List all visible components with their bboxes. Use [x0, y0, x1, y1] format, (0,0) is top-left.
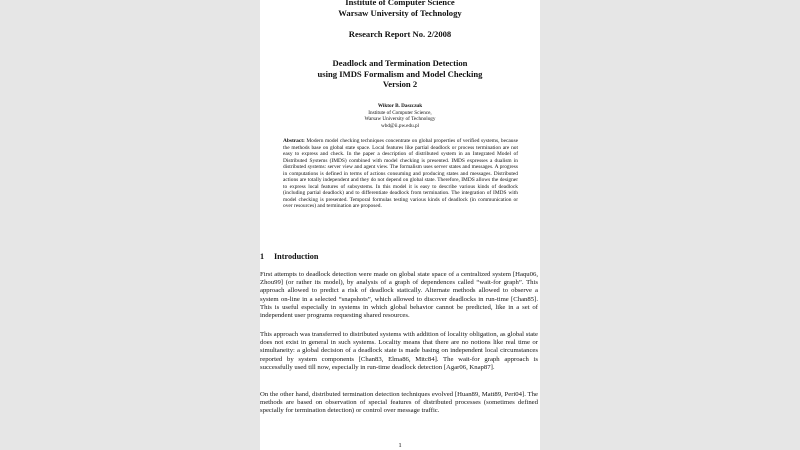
- title-line-2: using IMDS Formalism and Model Checking: [317, 68, 483, 79]
- section-number: 1: [260, 252, 265, 261]
- author-block: [260, 103, 540, 129]
- author-affiliation-1: Institute of Computer Science,: [368, 109, 432, 116]
- abstract: [283, 138, 518, 210]
- paper-title: [260, 58, 540, 90]
- paragraph: This approach was transferred to distributed systems with addition of locality obligation, as global state does not exist in general in such systems. Locality means that there are no notions like real time or simultaneity: a global decision of a deadlock state is made basing on independent local circumstances reported by system components [Chan83, Elma86, Mitc84]. The wait-for graph approach is successfully used till now, especially in run-time deadlock detection [Agar06, Knap87].: [260, 331, 538, 371]
- title-line-1: Deadlock and Termination Detection: [332, 58, 468, 68]
- report-number: Research Report No. 2/2008: [348, 29, 452, 39]
- author-email: wbd@ii.pw.edu.pl: [380, 122, 419, 129]
- institute-header: [260, 0, 540, 18]
- author-affiliation-2: Warsaw University of Technology: [364, 116, 436, 123]
- university-name: Warsaw University of Technology: [338, 7, 462, 18]
- paragraph: On the other hand, distributed termination detection techniques evolved [Huan89, Matt89, Peri04]. The methods are based on observation of special features of distributed processes (sometimes defined specially for termination detection) or control over message traffic.: [260, 391, 538, 415]
- background-right: [540, 0, 800, 450]
- paragraph: First attempts to deadlock detection were made on global state space of a centralized system [Haqu06, Zhou99] (or rather its model), by analysis of a graph of dependences called “wait-for graph”. This approach allowed to predict a risk of deadlock statically. Alternate methods allowed to observe a system on-line in a selected “snapshots”, which allowed to discover deadlocks in run-time [Chan85]. This is useful especially in systems in which global behavior cannot be predicted, like in a set of independent user programs requesting shared resources.: [260, 271, 538, 320]
- background-left: [0, 0, 260, 450]
- document-page: [260, 0, 540, 450]
- abstract-text: Modern model checking techniques concentrate on global properties of verified systems, because the methods base on global state space. Local features like partial deadlock or process termination are not easy to express and check. In the paper a description of distributed system in an Integrated Model of Distributed Systems (IMDS) combined with model checking is presented. IMDS expresses a dualism in distributed systems: server view and agent view. The formalism uses server states and messages. A progress in computations is defined in terms of actions consuming and producing states and messages. Distributed actions are totally independent and they do not depend on global state. Therefore, IMDS allows the designer to express local features of subsystems. In this model it is easy to describe various kinds of deadlock (including partial deadlock) and to differentiate deadlock from termination. The integration of IMDS with model checking is presented. Temporal formulas testing various kinds of deadlock (in communication or over resources) and termination are proposed.: [283, 138, 518, 210]
- abstract-label: Abstract:: [283, 138, 305, 144]
- author-name: Wiktor B. Daszczuk: [377, 103, 423, 109]
- institute-name: Institute of Computer Science: [345, 0, 455, 7]
- section-title: Introduction: [274, 252, 319, 261]
- page-number: 1: [398, 442, 402, 449]
- title-line-3: Version 2: [382, 79, 418, 89]
